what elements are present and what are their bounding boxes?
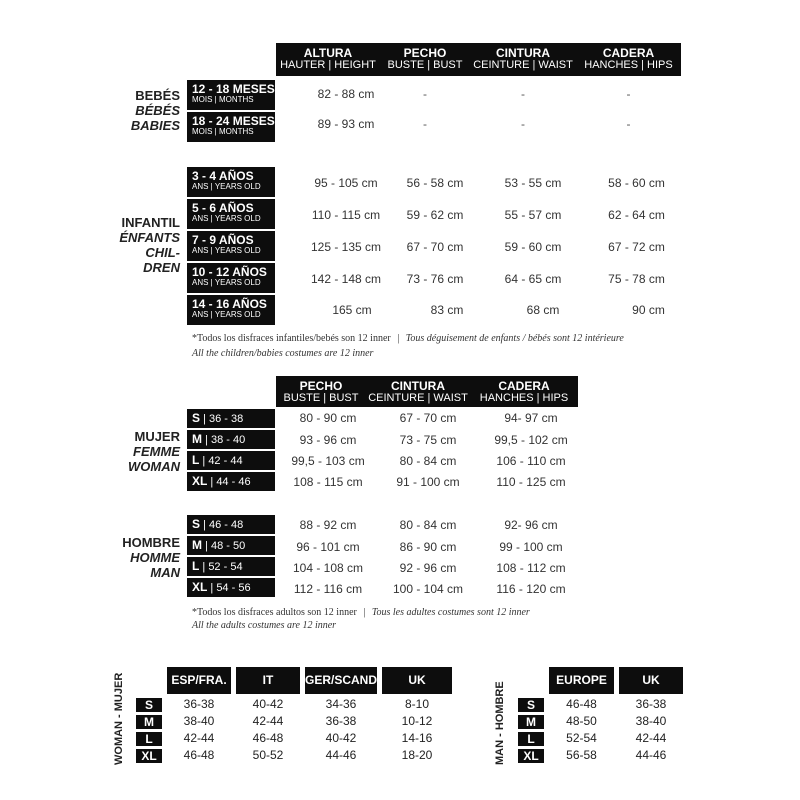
man-hips-s: 92- 96 cm (504, 518, 558, 532)
kids-note-line-1: *Todos los disfraces infantiles/bebés son 12 inner | Tous déguisement de enfants / bébés sont 12 intérieure (192, 333, 624, 344)
woman-conv-size-l: L (136, 732, 162, 746)
children-waist-5: 68 cm (526, 303, 560, 317)
babies-height-1: 82 - 88 cm (317, 87, 375, 101)
woman-conv-uk-xl: 18-20 (401, 748, 433, 762)
children-hips-5: 90 cm (632, 303, 665, 317)
woman-bust-xl: 108 - 115 cm (293, 475, 363, 489)
woman-waist-l: 80 - 84 cm (399, 454, 457, 468)
man-conv-uk-m: 38-40 (635, 714, 667, 728)
children-bust-1: 56 - 58 cm (406, 176, 464, 190)
babies-bust-1: - (423, 87, 427, 101)
woman-conv-uk-m: 10-12 (401, 714, 433, 728)
children-row-label-2: 5 - 6 AÑOS ANS | YEARS OLD (187, 199, 275, 229)
woman-waist-s: 67 - 70 cm (399, 411, 457, 425)
babies-bust-2: - (423, 117, 427, 131)
woman-conv-it-l: 46-48 (252, 731, 284, 745)
kids-header-waist: CINTURA CEINTURE | WAIST (470, 43, 576, 76)
man-bust-xl: 112 - 116 cm (293, 582, 363, 596)
woman-conversion-vertical-label: WOMAN - MUJER (113, 672, 125, 765)
woman-hips-m: 99,5 - 102 cm (494, 433, 568, 447)
children-bust-5: 83 cm (430, 303, 464, 317)
man-size-s: S | 46 - 48 (187, 515, 275, 534)
woman-conv-header-esp: ESP/FRA. (167, 667, 231, 694)
adult-header-waist: CINTURA CEINTURE | WAIST (366, 376, 470, 407)
children-height-4: 142 - 148 cm (310, 272, 382, 286)
kids-note-line-2: All the children/babies costumes are 12 inner (192, 348, 374, 359)
man-conv-europe-m: 48-50 (566, 714, 597, 728)
man-conv-uk-s: 36-38 (635, 697, 667, 711)
babies-row-label-2: 18 - 24 MESES MOIS | MONTHS (187, 112, 275, 142)
children-hips-1: 58 - 60 cm (608, 176, 665, 190)
man-waist-m: 86 - 90 cm (399, 540, 457, 554)
woman-conv-size-m: M (136, 715, 162, 729)
babies-group-label: BEBÉS BÉBÉS BABIES (130, 88, 180, 133)
children-height-3: 125 - 135 cm (310, 240, 382, 254)
children-hips-4: 75 - 78 cm (608, 272, 665, 286)
man-waist-xl: 100 - 104 cm (392, 582, 464, 596)
woman-group-label: MUJER FEMME WOMAN (128, 429, 180, 474)
man-waist-l: 92 - 96 cm (399, 561, 457, 575)
children-bust-2: 59 - 62 cm (406, 208, 464, 222)
woman-conv-esp-l: 42-44 (183, 731, 215, 745)
woman-conv-uk-l: 14-16 (401, 731, 433, 745)
children-height-2: 110 - 115 cm (311, 208, 381, 222)
man-bust-m: 96 - 101 cm (296, 540, 360, 554)
woman-conv-ger-s: 34-36 (325, 697, 357, 711)
children-hips-3: 67 - 72 cm (608, 240, 665, 254)
man-hips-m: 99 - 100 cm (499, 540, 563, 554)
children-group-label: INFANTIL ÉNFANTS CHIL- DREN (119, 215, 180, 275)
man-conv-size-s: S (518, 698, 544, 712)
children-height-1: 95 - 105 cm (314, 176, 378, 190)
children-row-label-4: 10 - 12 AÑOS ANS | YEARS OLD (187, 263, 275, 293)
man-conversion-vertical-label: MAN - HOMBRE (494, 681, 506, 765)
man-conv-uk-xl: 44-46 (635, 748, 667, 762)
adult-header-bust: PECHO BUSTE | BUST (276, 376, 366, 407)
children-height-5: 165 cm (332, 303, 372, 317)
woman-conv-header-it: IT (236, 667, 300, 694)
children-waist-3: 59 - 60 cm (504, 240, 562, 254)
woman-size-m: M | 38 - 40 (187, 430, 275, 449)
children-hips-2: 62 - 64 cm (608, 208, 665, 222)
man-hips-xl: 116 - 120 cm (496, 582, 566, 596)
children-waist-4: 64 - 65 cm (504, 272, 562, 286)
woman-waist-m: 73 - 75 cm (399, 433, 457, 447)
woman-conv-ger-m: 36-38 (325, 714, 357, 728)
woman-conv-it-xl: 50-52 (252, 748, 284, 762)
woman-bust-m: 93 - 96 cm (299, 433, 357, 447)
woman-conv-size-s: S (136, 698, 162, 712)
woman-hips-l: 106 - 110 cm (496, 454, 566, 468)
man-group-label: HOMBRE HOMME MAN (122, 535, 180, 580)
man-bust-s: 88 - 92 cm (299, 518, 357, 532)
woman-conv-ger-xl: 44-46 (325, 748, 357, 762)
woman-hips-s: 94- 97 cm (504, 411, 558, 425)
man-conv-europe-s: 46-48 (566, 697, 597, 711)
woman-conv-it-s: 40-42 (252, 697, 284, 711)
woman-size-s: S | 36 - 38 (187, 409, 275, 428)
children-waist-1: 53 - 55 cm (504, 176, 562, 190)
man-conv-uk-l: 42-44 (635, 731, 667, 745)
woman-conv-it-m: 42-44 (252, 714, 284, 728)
man-waist-s: 80 - 84 cm (399, 518, 457, 532)
woman-conv-esp-s: 36-38 (183, 697, 215, 711)
kids-header-height: ALTURA HAUTER | HEIGHT (276, 43, 380, 76)
babies-row-label-1: 12 - 18 MESES MOIS | MONTHS (187, 80, 275, 110)
kids-header-hips: CADERA HANCHES | HIPS (576, 43, 681, 76)
woman-size-l: L | 42 - 44 (187, 451, 275, 470)
woman-size-xl: XL | 44 - 46 (187, 472, 275, 491)
man-size-l: L | 52 - 54 (187, 557, 275, 576)
woman-waist-xl: 91 - 100 cm (396, 475, 460, 489)
children-bust-4: 73 - 76 cm (406, 272, 464, 286)
woman-bust-l: 99,5 - 103 cm (291, 454, 365, 468)
woman-conv-ger-l: 40-42 (325, 731, 357, 745)
adult-header-hips: CADERA HANCHES | HIPS (470, 376, 578, 407)
babies-waist-1: - (521, 87, 525, 101)
adult-note-line-2: All the adults costumes are 12 inner (192, 620, 337, 631)
woman-conv-size-xl: XL (136, 749, 162, 763)
woman-conv-esp-m: 38-40 (183, 714, 215, 728)
man-conv-size-xl: XL (518, 749, 544, 763)
babies-waist-2: - (521, 117, 525, 131)
babies-hips-1: - (626, 87, 631, 101)
woman-conv-esp-xl: 46-48 (183, 748, 215, 762)
kids-header-bust: PECHO BUSTE | BUST (380, 43, 470, 76)
man-conv-size-m: M (518, 715, 544, 729)
woman-conv-uk-s: 8-10 (404, 697, 430, 711)
man-conv-size-l: L (518, 732, 544, 746)
children-row-label-3: 7 - 9 AÑOS ANS | YEARS OLD (187, 231, 275, 261)
man-conv-header-europe: EUROPE (549, 667, 614, 694)
man-conv-europe-l: 52-54 (566, 731, 597, 745)
man-bust-l: 104 - 108 cm (292, 561, 364, 575)
woman-hips-xl: 110 - 125 cm (496, 475, 566, 489)
babies-height-2: 89 - 93 cm (317, 117, 375, 131)
man-size-xl: XL | 54 - 56 (187, 578, 275, 597)
man-conv-europe-xl: 56-58 (566, 748, 597, 762)
children-row-label-5: 14 - 16 AÑOS ANS | YEARS OLD (187, 295, 275, 325)
children-row-label-1: 3 - 4 AÑOS ANS | YEARS OLD (187, 167, 275, 197)
man-hips-l: 108 - 112 cm (496, 561, 566, 575)
woman-bust-s: 80 - 90 cm (299, 411, 357, 425)
man-size-m: M | 48 - 50 (187, 536, 275, 555)
woman-conv-header-uk: UK (382, 667, 452, 694)
children-bust-3: 67 - 70 cm (406, 240, 464, 254)
babies-hips-2: - (626, 117, 631, 131)
children-waist-2: 55 - 57 cm (504, 208, 562, 222)
man-conv-header-uk: UK (619, 667, 683, 694)
adult-note-line-1: *Todos los disfraces adultos son 12 inner | Tous les adultes costumes sont 12 inner (192, 607, 530, 618)
woman-conv-header-ger: GER/SCAND (305, 667, 377, 694)
